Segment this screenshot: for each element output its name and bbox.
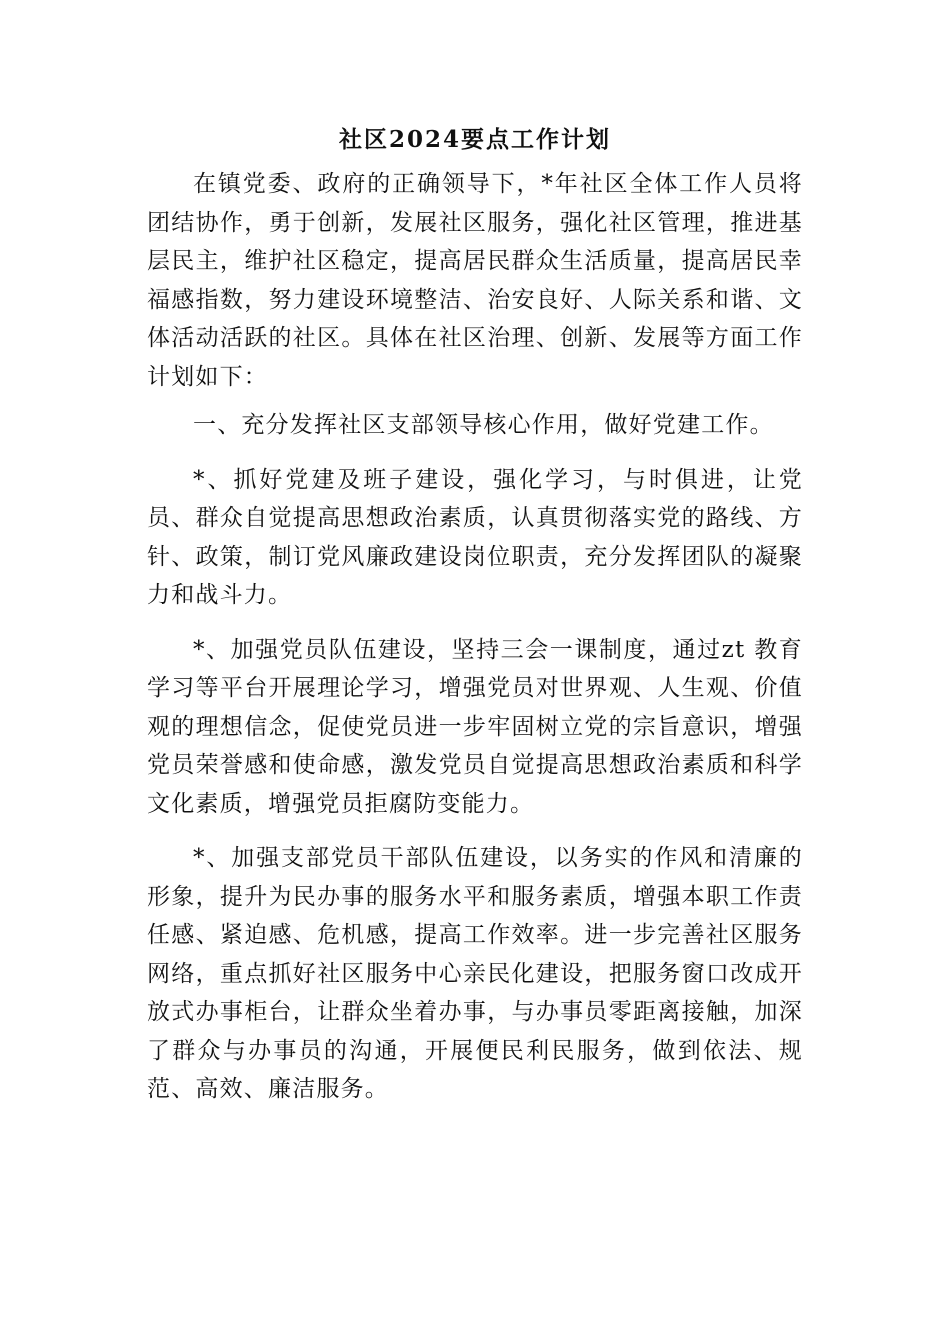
list-item-paragraph: *、加强支部党员干部队伍建设，以务实的作风和清廉的形象，提升为民办事的服务水平和服务素质，增强本职工作责任感、紧迫感、危机感，提高工作效率。进一步完善社区服务网络，重点抓好社区服务中心亲民化建设，把服务窗口改成开放式办事柜台，让群众坐着办事，与办事员零距离接触，加深了群众与办事员的沟通，开展便民利民服务，做到依法、规范、高效、廉洁服务。 <box>147 845 803 1102</box>
list-item-paragraph: *、加强党员队伍建设，坚持三会一课制度，通过zt 教育学习等平台开展理论学习，增强党员对世界观、人生观、价值观的理想信念，促使党员进一步牢固树立党的宗旨意识，增强党员荣誉感和使命感，激发党员自觉提高思想政治素质和科学文化素质，增强党员拒腐防变能力。 <box>147 636 803 817</box>
intro-paragraph: 在镇党委、政府的正确领导下，*年社区全体工作人员将团结协作，勇于创新，发展社区服务，强化社区管理，推进基层民主，维护社区稳定，提高居民群众生活质量，提高居民幸福感指数，努力建设环境整洁、治安良好、人际关系和谐、文体活动活跃的社区。具体在社区治理、创新、发展等方面工作计划如下： <box>147 171 803 390</box>
section-heading: 一、充分发挥社区支部领导核心作用，做好党建工作。 <box>193 412 774 438</box>
document-title: 社区2024要点工作计划 <box>338 126 611 153</box>
document-body <box>147 165 803 1125</box>
list-item-paragraph: *、抓好党建及班子建设，强化学习，与时俱进，让党员、群众自觉提高思想政治素质，认真贯彻落实党的路线、方针、政策，制订党风廉政建设岗位职责，充分发挥团队的凝聚力和战斗力。 <box>147 466 803 608</box>
